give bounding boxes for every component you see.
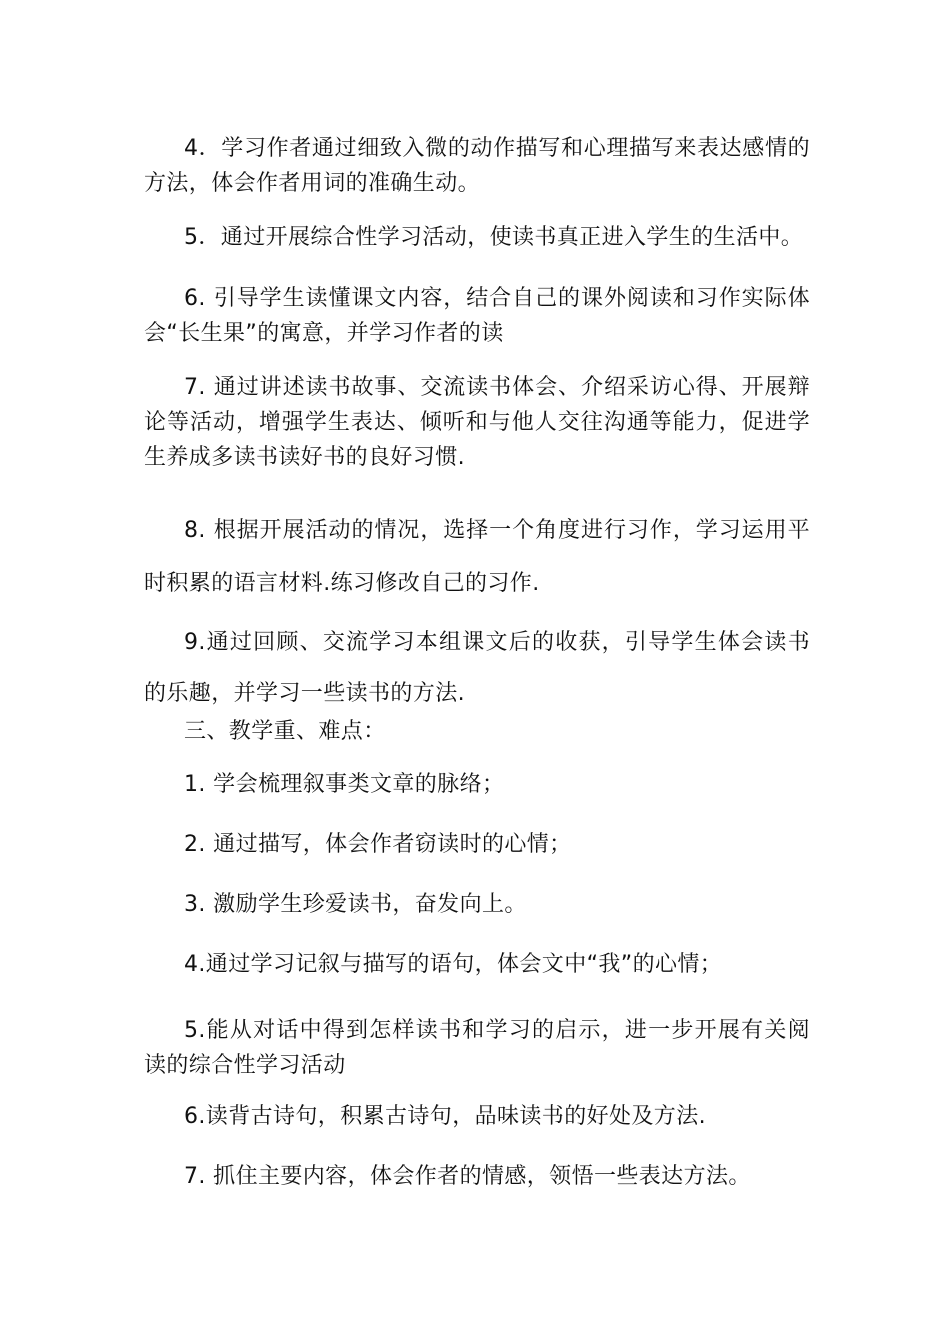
key-point-4: 4.通过学习记叙与描写的语句，体会文中“我”的心情； — [184, 952, 723, 977]
objective-4: 4．学习作者通过细致入微的动作描写和心理描写来表达感情的方法，体会作者用词的准确生动。 — [144, 136, 810, 196]
key-point-1: 1. 学会梳理叙事类文章的脉络； — [184, 772, 505, 797]
objective-6: 6. 引导学生读懂课文内容，结合自己的课外阅读和习作实际体会“长生果”的寓意，并学习作者的读 — [144, 286, 810, 346]
objective-5: 5．通过开展综合性学习活动，使读书真正进入学生的生活中。 — [184, 225, 804, 250]
key-point-3: 3. 激励学生珍爱读书，奋发向上。 — [184, 892, 527, 917]
key-point-5: 5.能从对话中得到怎样读书和学习的启示，进一步开展有关阅读的综合性学习活动 — [144, 1018, 810, 1078]
key-point-6: 6.读背古诗句，积累古诗句，品味读书的好处及方法. — [184, 1104, 706, 1129]
objective-9: 9.通过回顾、交流学习本组课文后的收获，引导学生体会读书的乐趣，并学习一些读书的方法. — [144, 630, 810, 706]
objective-8: 8. 根据开展活动的情况，选择一个角度进行习作，学习运用平时积累的语言材料.练习修改自己的习作. — [144, 518, 810, 596]
key-point-2: 2. 通过描写，体会作者窃读时的心情； — [184, 832, 572, 857]
section-heading-key-points: 三、教学重、难点： — [184, 719, 386, 744]
key-point-7: 7. 抓住主要内容，体会作者的情感，领悟一些表达方法。 — [184, 1164, 751, 1189]
objective-7: 7. 通过讲述读书故事、交流读书体会、介绍采访心得、开展辩论等活动，增强学生表达、倾听和与他人交往沟通等能力，促进学生养成多读书读好书的良好习惯. — [144, 375, 810, 470]
